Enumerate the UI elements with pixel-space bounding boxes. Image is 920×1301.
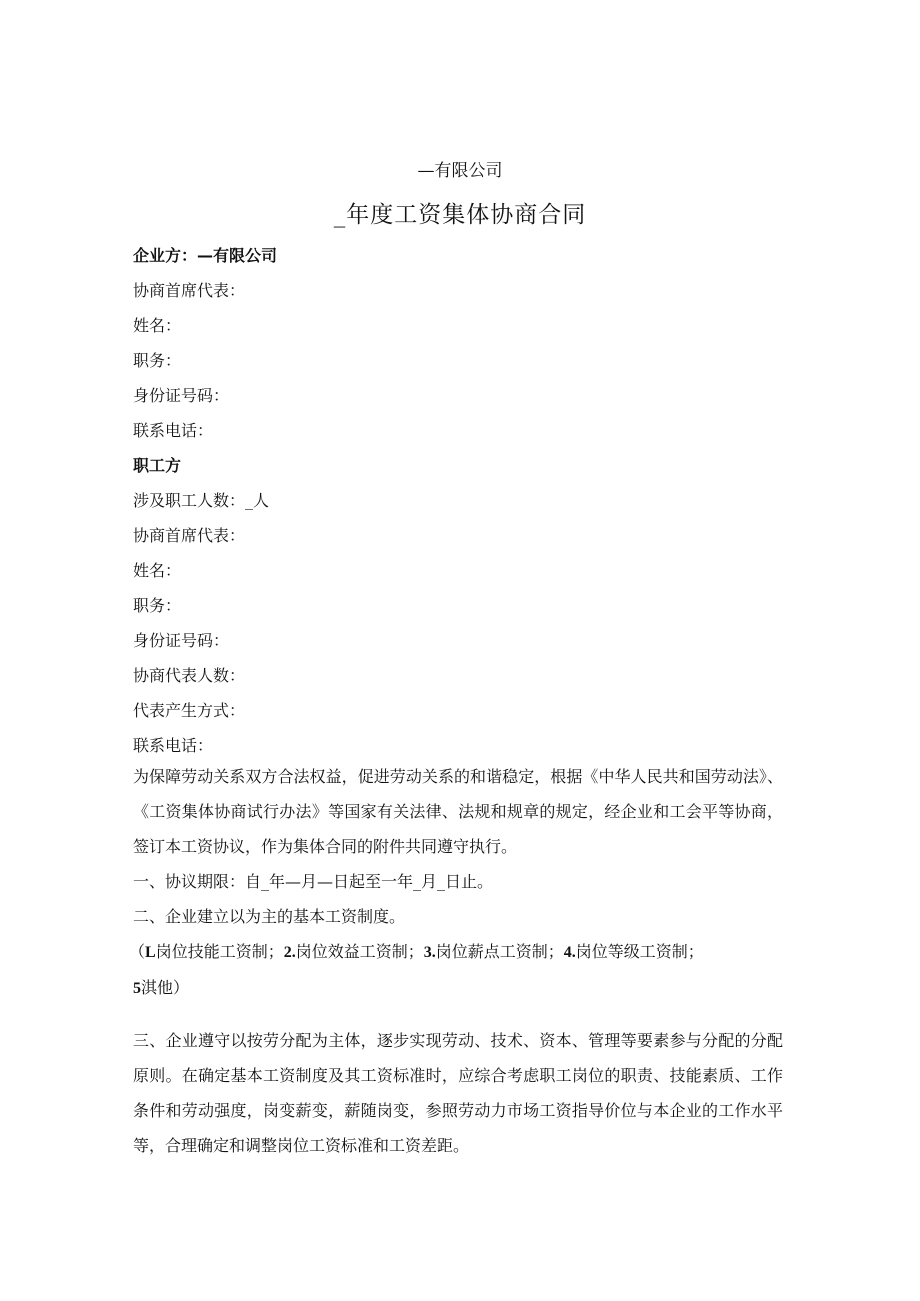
option-1-text: 岗位技能工资制； bbox=[155, 942, 284, 961]
employee-id-label: 身份证号码： bbox=[133, 631, 230, 650]
preamble-paragraph: 为保障劳动关系双方合法权益，促进劳动关系的和谐稳定，根据《中华人民共和国劳动法》、《工资集体协商试行办法》等国家有关法律、法规和规章的规定，经企业和工会平等协商，签订本工资协议，作为集体合同的附件共同遵守执行。 bbox=[133, 767, 783, 856]
option-3-number: 3. bbox=[423, 944, 436, 961]
option-1-number: L bbox=[145, 944, 156, 961]
option-5-number: 5 bbox=[133, 980, 141, 997]
company-header: —有限公司 bbox=[417, 161, 503, 181]
enterprise-name-label: 姓名： bbox=[133, 316, 182, 335]
clause-two-options bbox=[129, 934, 783, 970]
enterprise-id-label: 身份证号码： bbox=[133, 386, 230, 405]
option-2-text: 岗位效益工资制； bbox=[295, 942, 424, 961]
option-2-number: 2. bbox=[283, 944, 296, 961]
employee-phone-label: 联系电话： bbox=[133, 736, 214, 755]
employee-rep-count-label: 协商代表人数： bbox=[133, 666, 246, 685]
clause-one: 一、协议期限：自_年—月—日起至一年_月_日止。 bbox=[133, 872, 494, 891]
document-body bbox=[129, 243, 783, 1163]
employee-heading: 职工方 bbox=[133, 456, 182, 475]
clause-two-options-cont bbox=[133, 970, 783, 1006]
enterprise-position-label: 职务： bbox=[133, 351, 182, 370]
enterprise-phone-label: 联系电话： bbox=[133, 421, 214, 440]
enterprise-heading: 企业方：—有限公司 bbox=[133, 246, 278, 265]
enterprise-rep-label: 协商首席代表： bbox=[133, 281, 246, 300]
clause-two: 二、企业建立以为主的基本工资制度。 bbox=[133, 907, 406, 926]
clause-three: 三、企业遵守以按劳分配为主体，逐步实现劳动、技术、资本、管理等要素参与分配的分配原则。在确定基本工资制度及其工资标准时，应综合考虑职工岗位的职责、技能素质、工作条件和劳动强度，岗变薪变，薪随岗变，参照劳动力市场工资指导价位与本企业的工作水平等，合理确定和调整岗位工资标准和工资差距。 bbox=[133, 1031, 783, 1155]
employee-name-label: 姓名： bbox=[133, 561, 182, 580]
employee-rep-label: 协商首席代表： bbox=[133, 526, 246, 545]
option-3-text: 岗位薪点工资制； bbox=[435, 942, 564, 961]
options-open-paren: （ bbox=[129, 942, 146, 961]
document-title: _年度工资集体协商合同 bbox=[333, 202, 587, 228]
option-5-text: 淇他） bbox=[141, 978, 190, 997]
clauses bbox=[129, 864, 783, 1163]
employee-method-label: 代表产生方式： bbox=[133, 701, 246, 720]
employee-count-label: 涉及职工人数：_人 bbox=[133, 491, 270, 510]
option-4-number: 4. bbox=[563, 944, 576, 961]
option-4-text: 岗位等级工资制； bbox=[575, 942, 704, 961]
employee-position-label: 职务： bbox=[133, 596, 182, 615]
